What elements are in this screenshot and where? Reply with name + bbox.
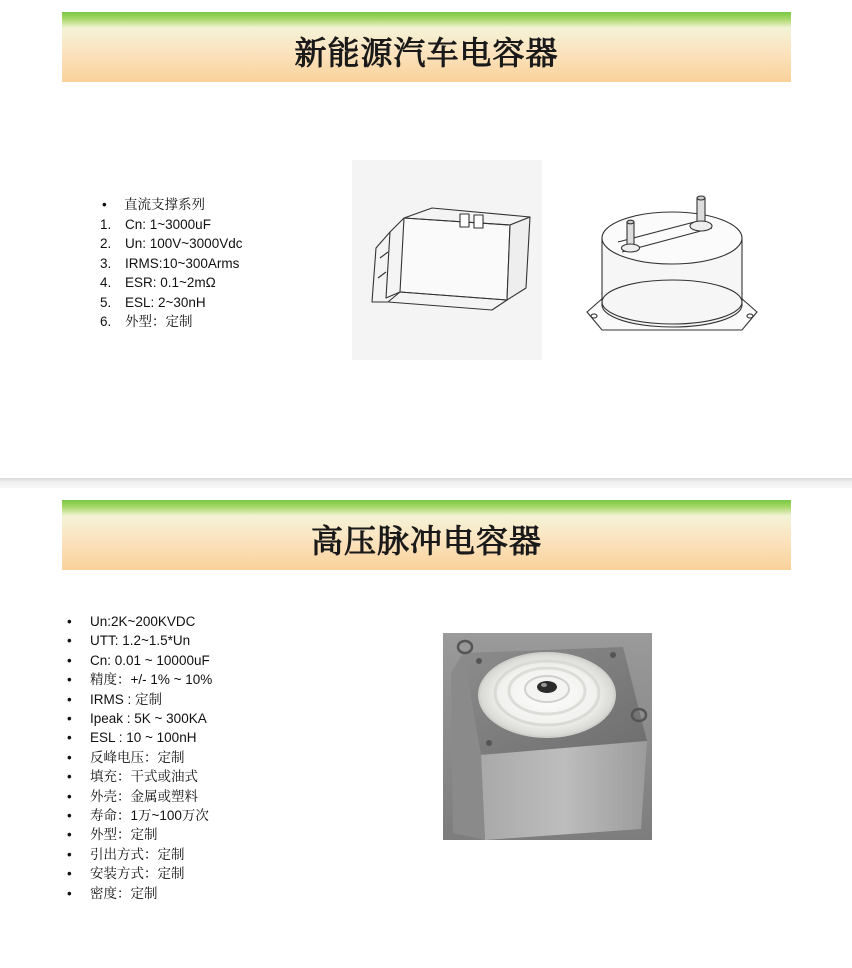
list-item: 4. ESR: 0.1~2mΩ	[100, 275, 216, 290]
spec-list	[100, 195, 242, 332]
pulse-capacitor-icon	[443, 633, 652, 840]
list-item: 2. Un: 100V~3000Vdc	[100, 236, 243, 251]
list-item: • IRMS : 定制	[64, 690, 212, 709]
bullet-icon: •	[102, 197, 107, 212]
capacitor-drawings	[352, 160, 772, 360]
list-item: • 密度：定制	[64, 884, 212, 903]
bullet-icon: •	[67, 711, 72, 727]
list-item: • 填充：干式或油式	[64, 767, 212, 786]
slide-separator	[0, 478, 852, 488]
spec-list	[64, 612, 212, 903]
list-item: 1. Cn: 1~3000uF	[100, 216, 211, 232]
bullet-icon: •	[67, 808, 72, 824]
pulse-capacitor-photo	[443, 633, 652, 840]
bullet-icon: •	[67, 614, 72, 629]
bullet-icon: •	[67, 846, 72, 862]
series-label: 直流支撑系列	[124, 197, 205, 212]
title-banner	[62, 500, 791, 570]
bullet-icon: •	[67, 885, 72, 901]
bullet-icon: •	[67, 788, 72, 804]
list-item: • 外壳：金属或塑料	[64, 787, 212, 806]
list-item: 5. ESL: 2~30nH	[100, 294, 206, 310]
slide-new-energy-capacitor	[0, 0, 852, 478]
list-item: 6. 外型：定制	[100, 314, 193, 329]
list-item	[100, 195, 242, 215]
bullet-icon: •	[67, 633, 72, 649]
round-capacitor-icon	[587, 196, 757, 330]
list-item: • UTT: 1.2~1.5*Un	[64, 631, 212, 650]
bullet-icon: •	[67, 652, 72, 668]
bullet-icon: •	[67, 749, 72, 765]
list-item: • 寿命：1万~100万次	[64, 806, 212, 825]
list-item: • Un:2K~200KVDC	[64, 612, 212, 631]
list-item: • Cn: 0.01 ~ 10000uF	[64, 651, 212, 670]
list-item: 3. IRMS:10~300Arms	[100, 255, 240, 271]
bullet-icon: •	[67, 730, 72, 746]
bullet-icon: •	[67, 827, 72, 843]
list-item: • 外型：定制	[64, 825, 212, 844]
slide-title: 新能源汽车电容器	[294, 34, 559, 72]
list-item: • 引出方式：定制	[64, 845, 212, 864]
bullet-icon: •	[67, 691, 72, 707]
bullet-icon: •	[67, 769, 72, 785]
bullet-icon: •	[67, 866, 72, 882]
capacitor-illustration	[352, 160, 772, 360]
list-item: • 反峰电压：定制	[64, 748, 212, 767]
list-item: • ESL : 10 ~ 100nH	[64, 728, 212, 747]
title-banner	[62, 12, 791, 82]
slide-title: 高压脉冲电容器	[310, 522, 542, 560]
list-item: • Ipeak : 5K ~ 300KA	[64, 709, 212, 728]
list-item: • 精度：+/- 1% ~ 10%	[64, 670, 212, 689]
bullet-icon: •	[67, 672, 72, 688]
list-item: • 安装方式：定制	[64, 864, 212, 883]
